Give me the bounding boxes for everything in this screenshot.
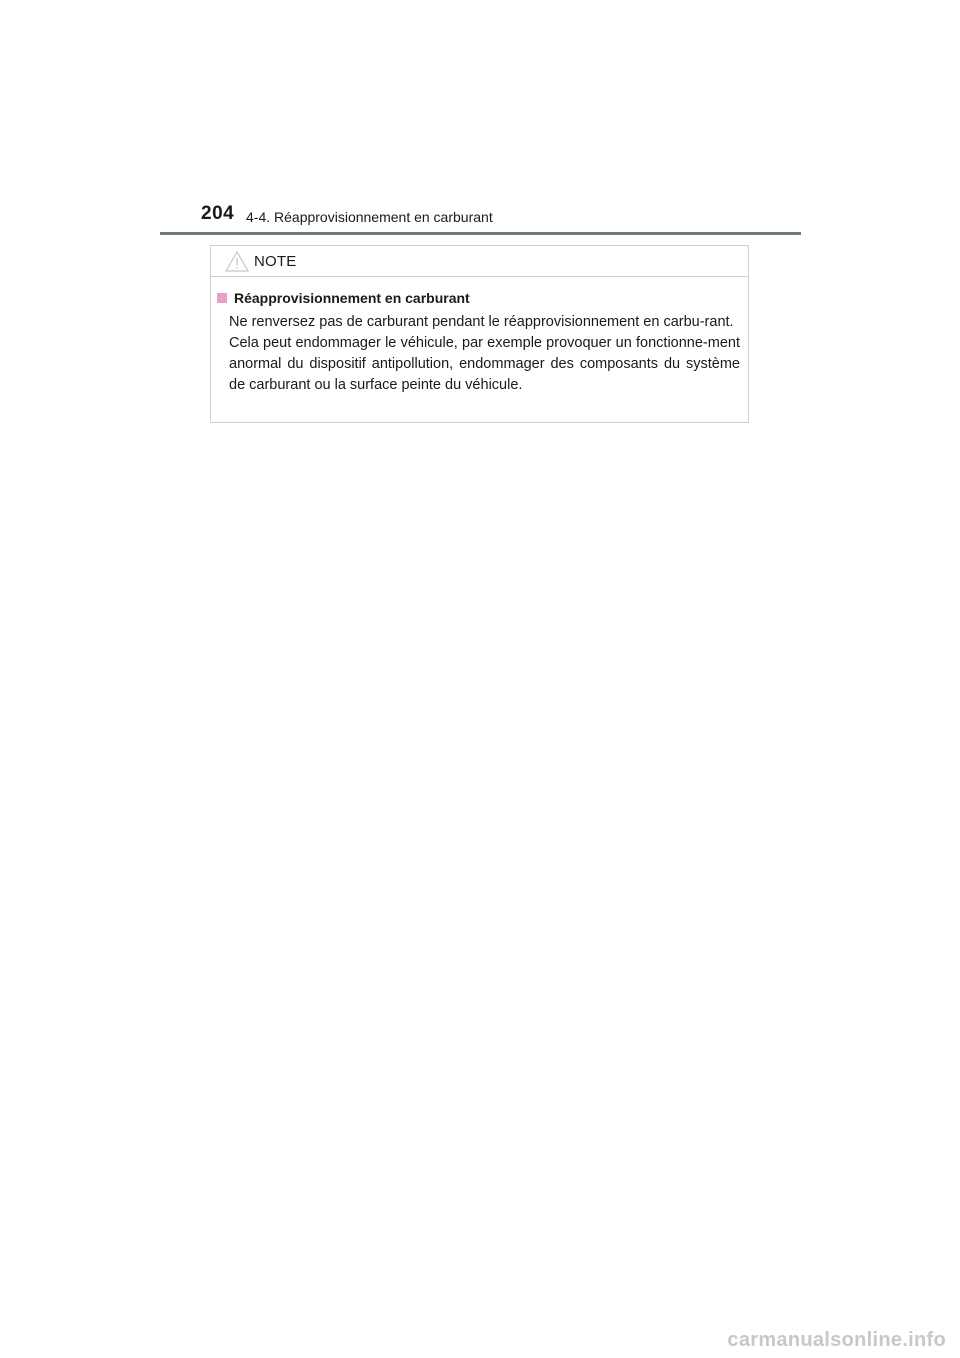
note-heading xyxy=(217,289,470,307)
note-paragraph-2: Cela peut endommager le véhicule, par exemple provoquer un fonctionne-ment anormal du dispositif antipollution, endommager des composants du système de carburant ou la surface peinte du véhicule. xyxy=(229,335,740,393)
note-heading-text: Réapprovisionnement en carburant xyxy=(234,290,470,306)
note-label: NOTE xyxy=(254,253,297,270)
header-rule xyxy=(160,232,801,235)
page-number: 204 xyxy=(201,203,235,224)
warning-triangle-icon xyxy=(225,251,249,272)
note-body xyxy=(229,312,740,396)
watermark: carmanualsonline.info xyxy=(727,1329,946,1351)
section-title: 4-4. Réapprovisionnement en carburant xyxy=(246,209,493,225)
note-header xyxy=(211,246,748,277)
bullet-square-icon xyxy=(217,293,227,303)
note-box xyxy=(210,245,749,423)
note-paragraph-1: Ne renversez pas de carburant pendant le réapprovisionnement en carbu-rant. xyxy=(229,314,734,330)
